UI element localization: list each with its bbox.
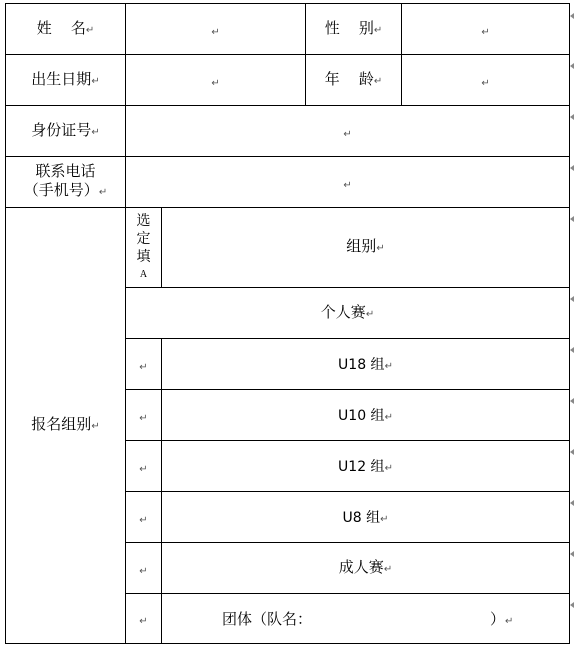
- paragraph-mark-icon: ↵: [505, 616, 514, 627]
- row-end-mark-icon: [570, 347, 574, 353]
- paragraph-mark-icon: ↵: [481, 77, 490, 89]
- choose-label: 选定填: [136, 212, 151, 265]
- registration-table: [5, 3, 570, 644]
- option-label: U8 组: [342, 510, 381, 526]
- name-gender-row: [6, 4, 570, 55]
- option-label-cell: [162, 390, 570, 441]
- paragraph-mark-icon: ↵: [91, 126, 100, 138]
- age-label-cell: [306, 55, 402, 106]
- option-label: U10 组: [338, 408, 385, 424]
- group-header-cell: [162, 208, 570, 288]
- paragraph-mark-icon: ↵: [343, 179, 352, 191]
- row-end-mark-icon: [570, 216, 574, 222]
- adult-header: 成人赛: [338, 557, 384, 576]
- option-check-cell[interactable]: [126, 390, 162, 441]
- row-end-markers: [570, 0, 574, 650]
- option-label-cell: [162, 441, 570, 492]
- id-label-cell: [6, 106, 126, 157]
- group-header-row: [6, 208, 570, 288]
- individual-header: 个人赛: [320, 302, 366, 321]
- row-end-mark-icon: [570, 500, 574, 506]
- row-end-mark-icon: [570, 63, 574, 69]
- gender-label: 性 别: [324, 18, 374, 37]
- option-label: U12 组: [338, 459, 385, 475]
- option-check-cell[interactable]: [126, 492, 162, 543]
- team-name-cell[interactable]: [162, 594, 570, 644]
- age-field[interactable]: [402, 55, 570, 106]
- gender-label-cell: [306, 4, 402, 55]
- paragraph-mark-icon: ↵: [384, 412, 393, 423]
- team-check-cell[interactable]: [126, 594, 162, 644]
- paragraph-mark-icon: ↵: [139, 514, 148, 526]
- group-header: 组别: [346, 237, 377, 255]
- paragraph-mark-icon: ↵: [384, 463, 393, 474]
- phone-label-line1: 联系电话: [35, 162, 96, 180]
- paragraph-mark-icon: ↵: [91, 421, 100, 432]
- row-end-mark-icon: [570, 165, 574, 171]
- paragraph-mark-icon: ↵: [139, 565, 148, 577]
- paragraph-mark-icon: ↵: [139, 412, 148, 424]
- id-field[interactable]: [126, 106, 570, 157]
- birth-age-row: [6, 55, 570, 106]
- paragraph-mark-icon: ↵: [383, 563, 393, 575]
- birth-label: 出生日期: [31, 69, 92, 88]
- paragraph-mark-icon: ↵: [85, 24, 95, 36]
- registration-form: [5, 3, 569, 645]
- paragraph-mark-icon: ↵: [98, 187, 108, 198]
- paragraph-mark-icon: ↵: [384, 361, 393, 372]
- name-label: 姓 名: [36, 18, 86, 37]
- row-end-mark-icon: [570, 13, 574, 19]
- adult-header-cell: [162, 543, 570, 594]
- group-section-label: 报名组别: [31, 415, 92, 433]
- birth-label-cell: [6, 55, 126, 106]
- birth-field[interactable]: [126, 55, 306, 106]
- option-label-cell: [162, 492, 570, 543]
- option-label: U18 组: [338, 357, 385, 373]
- paragraph-mark-icon: ↵: [365, 308, 375, 320]
- paragraph-mark-icon: ↵: [481, 26, 490, 38]
- phone-field[interactable]: [126, 157, 570, 208]
- paragraph-mark-icon: ↵: [139, 361, 148, 373]
- individual-header-cell: [126, 288, 570, 339]
- group-section-label-cell: [6, 208, 126, 644]
- option-label-cell: [162, 339, 570, 390]
- id-label: 身份证号: [31, 120, 92, 139]
- paragraph-mark-icon: ↵: [376, 243, 385, 254]
- name-field[interactable]: [126, 4, 306, 55]
- age-label: 年 龄: [324, 69, 374, 88]
- row-end-mark-icon: [570, 398, 574, 404]
- id-row: [6, 106, 570, 157]
- adult-check-cell[interactable]: [126, 543, 162, 594]
- paragraph-mark-icon: ↵: [139, 616, 148, 627]
- phone-row: [6, 157, 570, 208]
- paragraph-mark-icon: ↵: [91, 75, 100, 87]
- row-end-mark-icon: [570, 114, 574, 120]
- option-check-cell[interactable]: [126, 339, 162, 390]
- team-suffix: ）: [490, 610, 506, 628]
- row-end-mark-icon: [570, 551, 574, 557]
- choose-label-small: A: [139, 268, 148, 280]
- gender-field[interactable]: [402, 4, 570, 55]
- paragraph-mark-icon: ↵: [211, 26, 220, 38]
- paragraph-mark-icon: ↵: [211, 77, 220, 89]
- paragraph-mark-icon: ↵: [139, 463, 148, 475]
- paragraph-mark-icon: ↵: [373, 75, 383, 87]
- paragraph-mark-icon: ↵: [343, 128, 352, 140]
- name-label-cell: [6, 4, 126, 55]
- phone-label-line2: （手机号）: [23, 181, 99, 199]
- choose-label-cell: [126, 208, 162, 288]
- row-end-mark-icon: [570, 296, 574, 302]
- paragraph-mark-icon: ↵: [373, 24, 383, 36]
- row-end-mark-icon: [570, 449, 574, 455]
- row-end-mark-icon: [570, 602, 574, 608]
- team-prefix: 团体（队名：: [222, 610, 313, 628]
- paragraph-mark-icon: ↵: [380, 514, 389, 525]
- option-check-cell[interactable]: [126, 441, 162, 492]
- phone-label-cell: [6, 157, 126, 208]
